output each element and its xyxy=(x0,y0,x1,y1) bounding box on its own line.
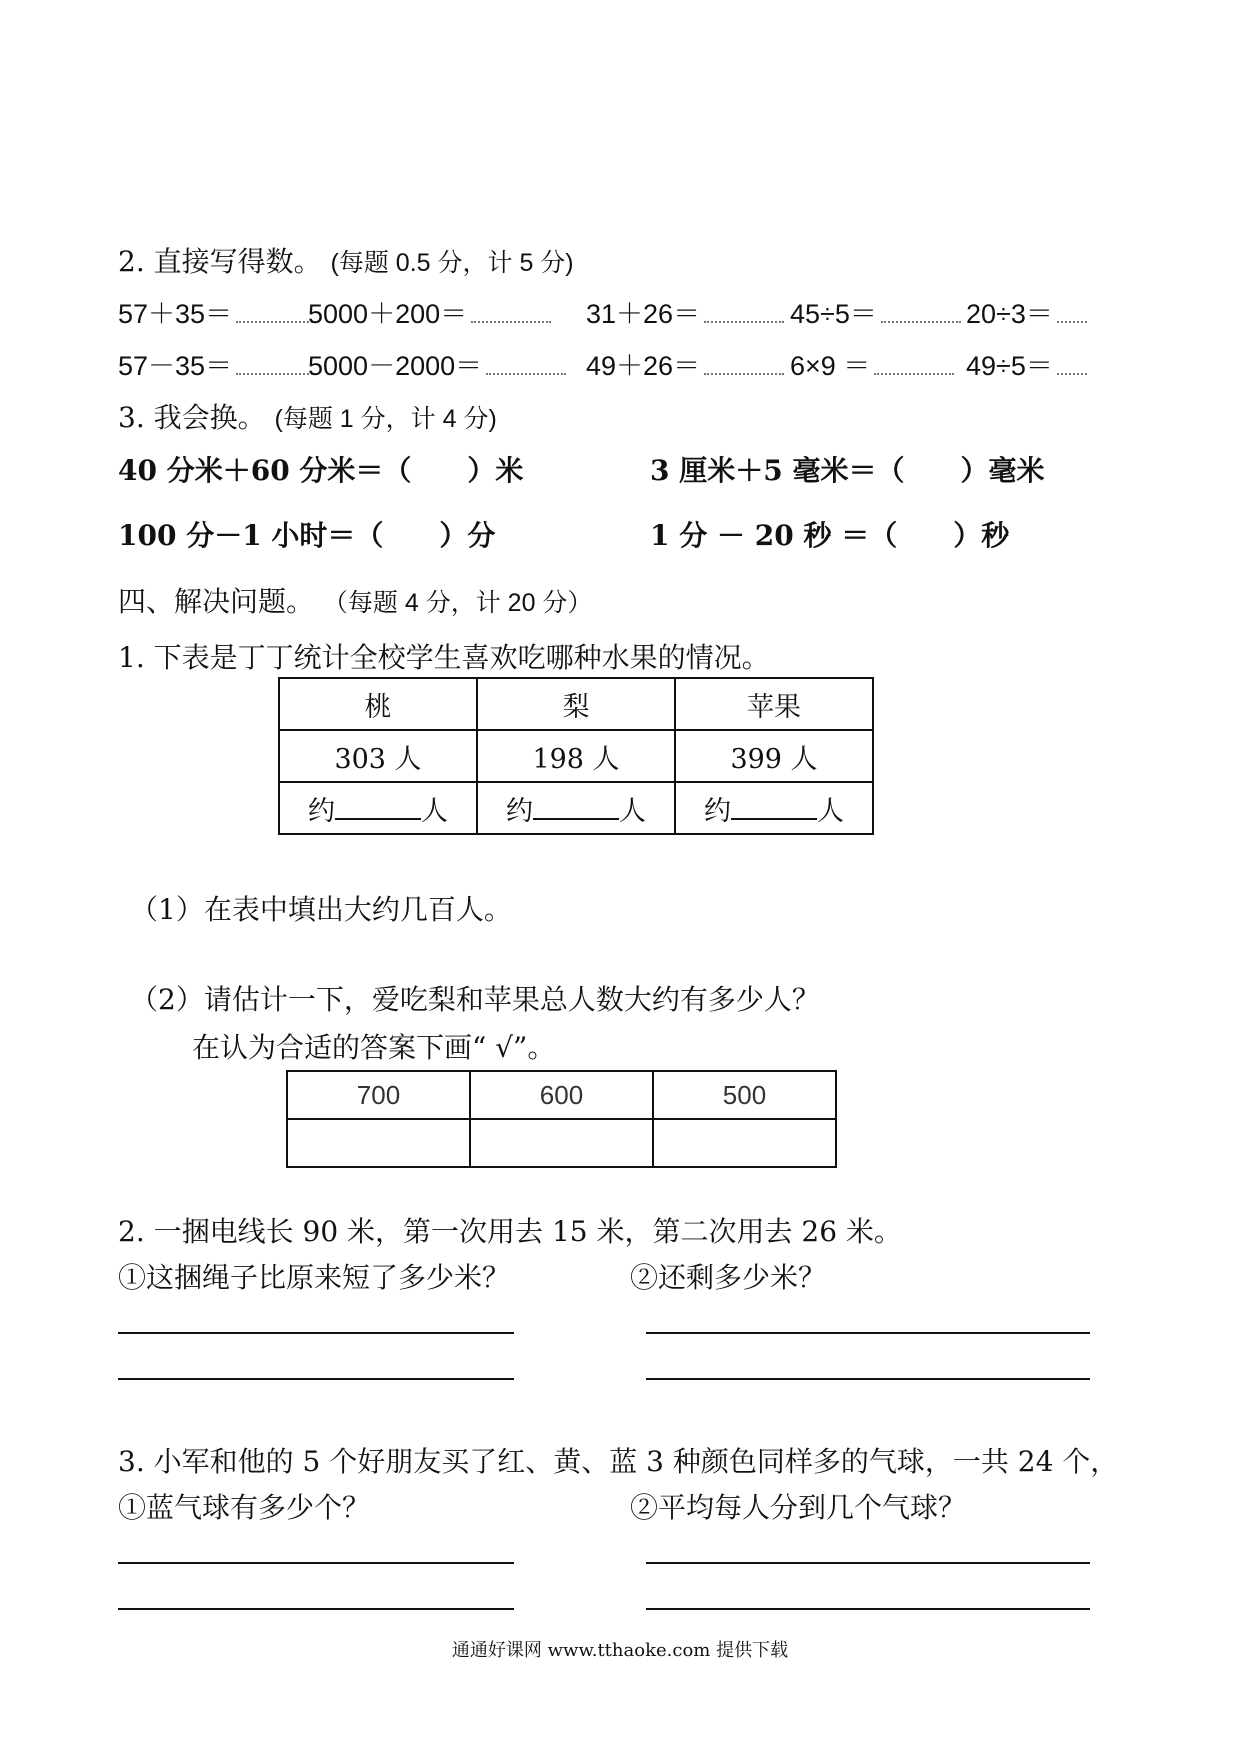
answer-line[interactable] xyxy=(646,1562,1090,1564)
conversion-item: 100 分－1 小时＝（ ）分 xyxy=(118,519,496,552)
table-cell: 198 人 xyxy=(477,730,675,782)
table-header-cell: 梨 xyxy=(477,678,675,730)
calc-item: 45÷5＝ xyxy=(790,292,961,331)
calc-item: 20÷3＝ xyxy=(966,292,1087,331)
answer-line[interactable] xyxy=(646,1608,1090,1610)
calc-item: 57＋35＝ xyxy=(118,292,316,331)
table-header-cell: 苹果 xyxy=(675,678,873,730)
question-2-part-a: ①这捆绳子比原来短了多少米？ xyxy=(118,1261,511,1294)
answer-line[interactable] xyxy=(118,1332,514,1334)
answer-line[interactable] xyxy=(118,1378,514,1380)
check-cell[interactable] xyxy=(653,1119,836,1167)
footer: 通通好课网 www.tthaoke.com 提供下载 xyxy=(451,1640,789,1661)
part-4-heading xyxy=(118,580,592,620)
answer-line[interactable] xyxy=(646,1332,1090,1334)
table-row xyxy=(279,730,873,782)
question-3-part-b: ②平均每人分到几个气球？ xyxy=(630,1491,967,1524)
calc-item: 49＋26＝ xyxy=(586,344,784,383)
table-row xyxy=(287,1119,836,1167)
question-2-part-b: ②还剩多少米？ xyxy=(630,1261,827,1294)
approx-cell[interactable]: 约 人 xyxy=(675,782,873,834)
table-header-cell: 桃 xyxy=(279,678,477,730)
section-2-score: (每题 0.5 分，计 5 分) xyxy=(330,249,574,277)
part-4-title: 四、解决问题。 xyxy=(118,585,315,618)
calc-item: 49÷5＝ xyxy=(966,344,1087,383)
question-1-sub-2: （2）请估计一下，爱吃梨和苹果总人数大约有多少人？ xyxy=(130,983,820,1016)
approx-cell[interactable]: 约 人 xyxy=(279,782,477,834)
calc-item: 5000－2000＝ xyxy=(308,344,566,383)
calc-item: 31＋26＝ xyxy=(586,292,784,331)
fruit-table xyxy=(278,677,874,835)
choice-cell: 500 xyxy=(653,1071,836,1119)
answer-line[interactable] xyxy=(646,1378,1090,1380)
section-2-title: 2. 直接写得数。 xyxy=(118,245,322,278)
conversion-item: 40 分米＋60 分米＝（ ）米 xyxy=(118,454,524,487)
table-cell: 399 人 xyxy=(675,730,873,782)
question-3-intro: 3. 小军和他的 5 个好朋友买了红、黄、蓝 3 种颜色同样多的气球，一共 24 个， xyxy=(118,1445,1119,1478)
section-3-score: (每题 1 分，计 4 分) xyxy=(274,405,497,433)
question-1-sub-1: （1）在表中填出大约几百人。 xyxy=(130,893,512,926)
table-row xyxy=(279,782,873,834)
section-3-title: 3. 我会换。 xyxy=(118,401,266,434)
choice-cell: 700 xyxy=(287,1071,470,1119)
question-1-intro: 1. 下表是丁丁统计全校学生喜欢吃哪种水果的情况。 xyxy=(118,641,770,674)
part-4-score: （每题 4 分，计 20 分） xyxy=(322,589,593,617)
answer-line[interactable] xyxy=(118,1608,514,1610)
calc-item: 5000＋200＝ xyxy=(308,292,551,331)
question-1-sub-2-instruction: 在认为合适的答案下画“ √”。 xyxy=(192,1031,556,1064)
choice-cell: 600 xyxy=(470,1071,653,1119)
table-cell: 303 人 xyxy=(279,730,477,782)
choice-table xyxy=(286,1070,837,1168)
calc-item: 6×9 ＝ xyxy=(790,344,954,383)
table-row xyxy=(279,678,873,730)
check-cell[interactable] xyxy=(287,1119,470,1167)
section-2-heading xyxy=(118,240,574,280)
table-row xyxy=(287,1071,836,1119)
calc-item: 57－35＝ xyxy=(118,344,316,383)
answer-line[interactable] xyxy=(118,1562,514,1564)
approx-cell[interactable]: 约 人 xyxy=(477,782,675,834)
question-2-intro: 2. 一捆电线长 90 米，第一次用去 15 米，第二次用去 26 米。 xyxy=(118,1215,902,1248)
conversion-item: 3 厘米＋5 毫米＝（ ）毫米 xyxy=(650,454,1045,487)
conversion-item: 1 分 － 20 秒 ＝（ ）秒 xyxy=(650,519,1010,552)
section-3-heading xyxy=(118,396,497,436)
check-cell[interactable] xyxy=(470,1119,653,1167)
question-3-part-a: ①蓝气球有多少个？ xyxy=(118,1491,371,1524)
